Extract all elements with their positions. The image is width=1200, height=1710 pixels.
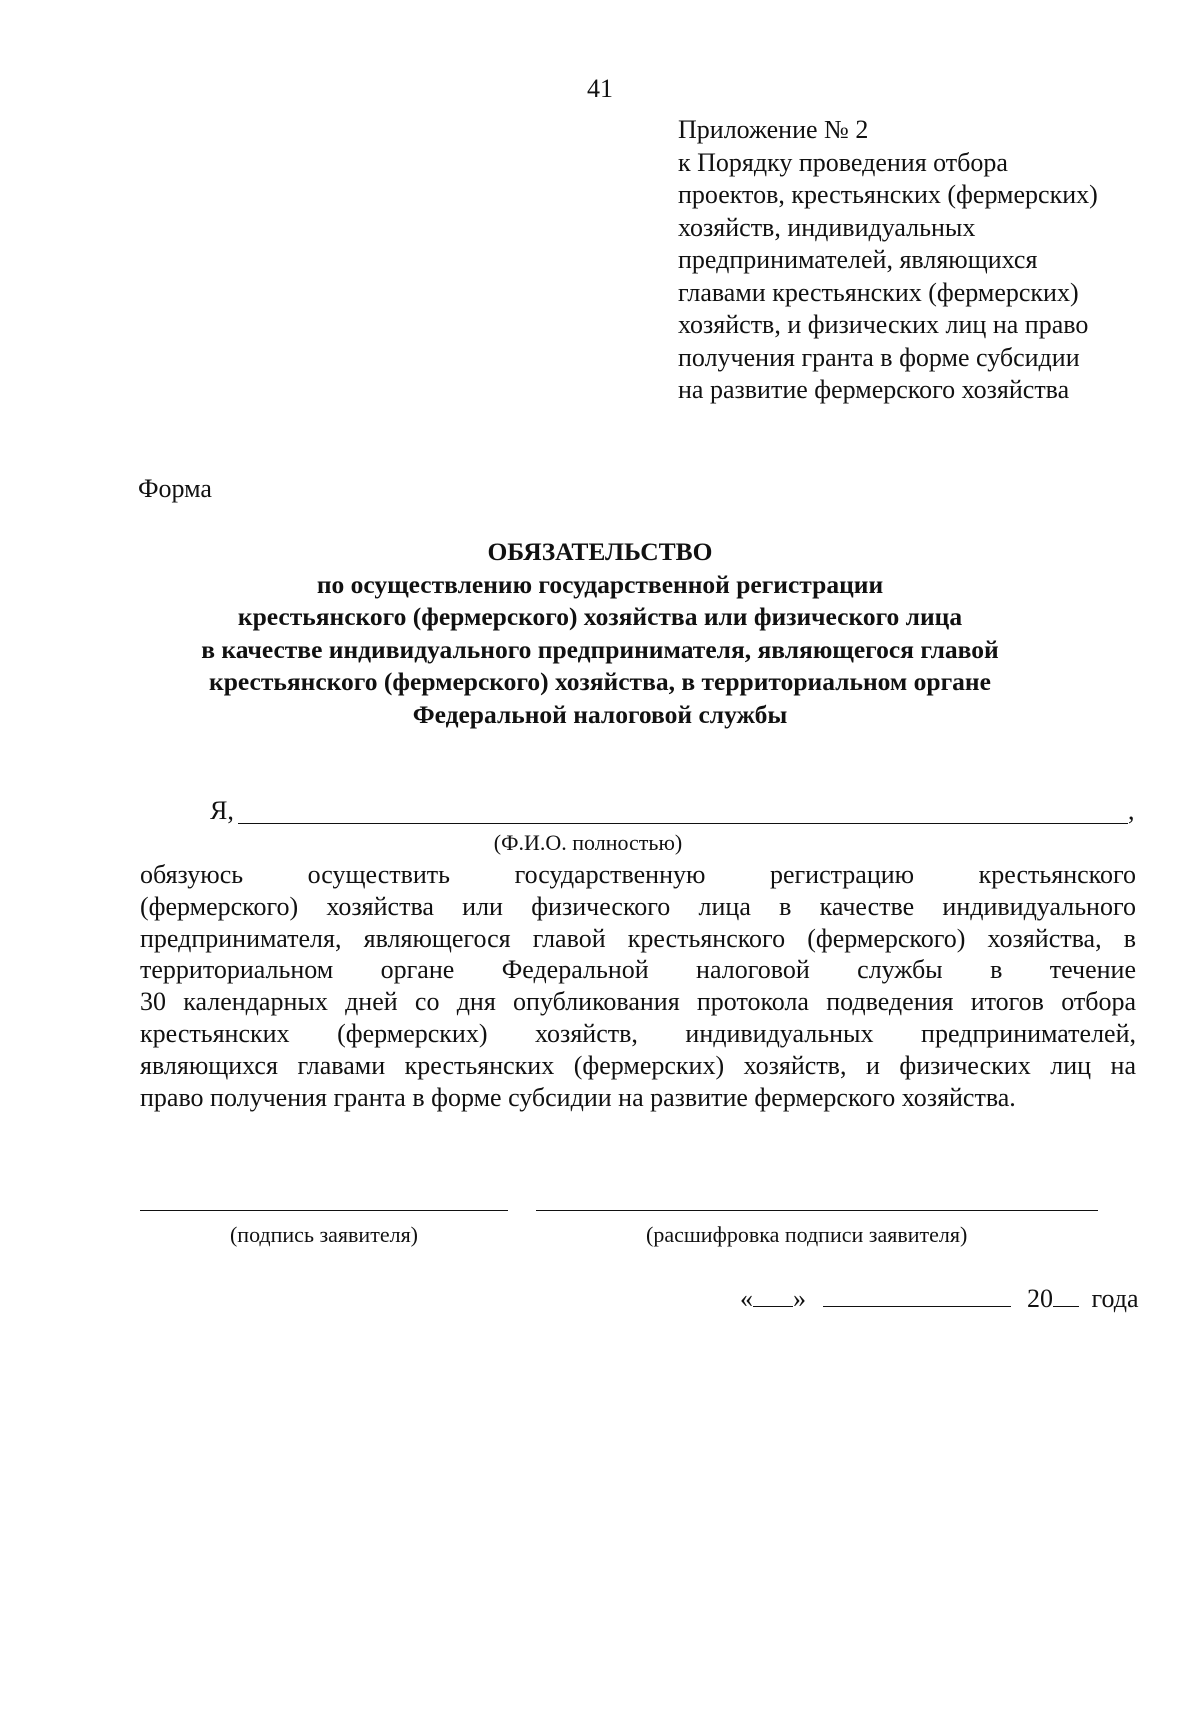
appendix-line: главами крестьянских (фермерских) xyxy=(678,277,1079,307)
obligation-text xyxy=(140,859,1136,1113)
date-open-quote: « xyxy=(740,1284,753,1313)
appendix-line: предпринимателей, являющихся xyxy=(678,245,1038,274)
appendix-line: хозяйств, и физических лиц на право xyxy=(678,310,1089,339)
appendix-line: получения гранта в форме субсидии xyxy=(678,342,1080,372)
appendix-line: на развитие фермерского хозяйства xyxy=(678,375,1070,404)
body-line: (фермерского) хозяйства или физического лица в качестве индивидуального xyxy=(140,891,1136,921)
year-prefix: 20 xyxy=(1027,1284,1053,1313)
document-title xyxy=(0,536,1200,731)
signature-blank-field[interactable] xyxy=(140,1210,508,1211)
appendix-line: проектов, крестьянских (фермерских) xyxy=(678,180,1098,209)
body-line: обязуюсь осуществить государственную регистрацию крестьянского xyxy=(140,860,1136,889)
title-line: по осуществлению государственной регистрации xyxy=(316,569,884,599)
fio-hint: (Ф.И.О. полностью) xyxy=(493,830,683,855)
body-line: предпринимателя, являющегося главой крестьянского (фермерского) хозяйства, в xyxy=(140,923,1136,953)
fio-prefix: Я, xyxy=(210,796,234,825)
day-blank-field[interactable] xyxy=(753,1282,793,1307)
appendix-line: хозяйств, индивидуальных xyxy=(678,212,976,242)
title-line: крестьянского (фермерского) хозяйства, в территориальном органе xyxy=(209,667,991,696)
title-line: Федеральной налоговой службы xyxy=(412,699,788,729)
appendix-line: Приложение № 2 xyxy=(678,115,869,144)
page-number: 41 xyxy=(587,74,613,103)
year-blank-field[interactable] xyxy=(1053,1282,1079,1307)
body-line: территориальном органе Федеральной налоговой службы в течение xyxy=(140,955,1136,985)
appendix-block xyxy=(678,114,1178,407)
date-row xyxy=(740,1282,1139,1314)
fio-suffix: , xyxy=(1128,796,1135,825)
signature-decoding-hint: (расшифровка подписи заявителя) xyxy=(646,1222,968,1247)
form-label: Форма xyxy=(138,474,212,503)
title-line: крестьянского (фермерского) хозяйства или физического лица xyxy=(237,602,963,631)
body-line: крестьянских (фермерских) хозяйств, индивидуальных предпринимателей, xyxy=(140,1018,1136,1048)
signature-hint: (подпись заявителя) xyxy=(229,1222,419,1247)
appendix-line: к Порядку проведения отбора xyxy=(678,147,1008,177)
body-line: являющихся главами крестьянских (фермерских) хозяйств, и физических лиц на xyxy=(140,1050,1136,1080)
fio-blank-field[interactable] xyxy=(238,823,1128,824)
date-close-quote: » xyxy=(793,1284,806,1313)
year-suffix: года xyxy=(1091,1284,1139,1313)
title-line: ОБЯЗАТЕЛЬСТВО xyxy=(487,537,713,566)
body-line: право получения гранта в форме субсидии на развитие фермерского хозяйства. xyxy=(140,1082,1016,1112)
fio-row xyxy=(210,796,1135,826)
signature-decoding-blank-field[interactable] xyxy=(536,1210,1098,1211)
title-line: в качестве индивидуального предпринимателя, являющегося главой xyxy=(201,634,999,664)
month-blank-field[interactable] xyxy=(823,1282,1011,1307)
body-line: 30 календарных дней со дня опубликования протокола подведения итогов отбора xyxy=(140,987,1136,1017)
